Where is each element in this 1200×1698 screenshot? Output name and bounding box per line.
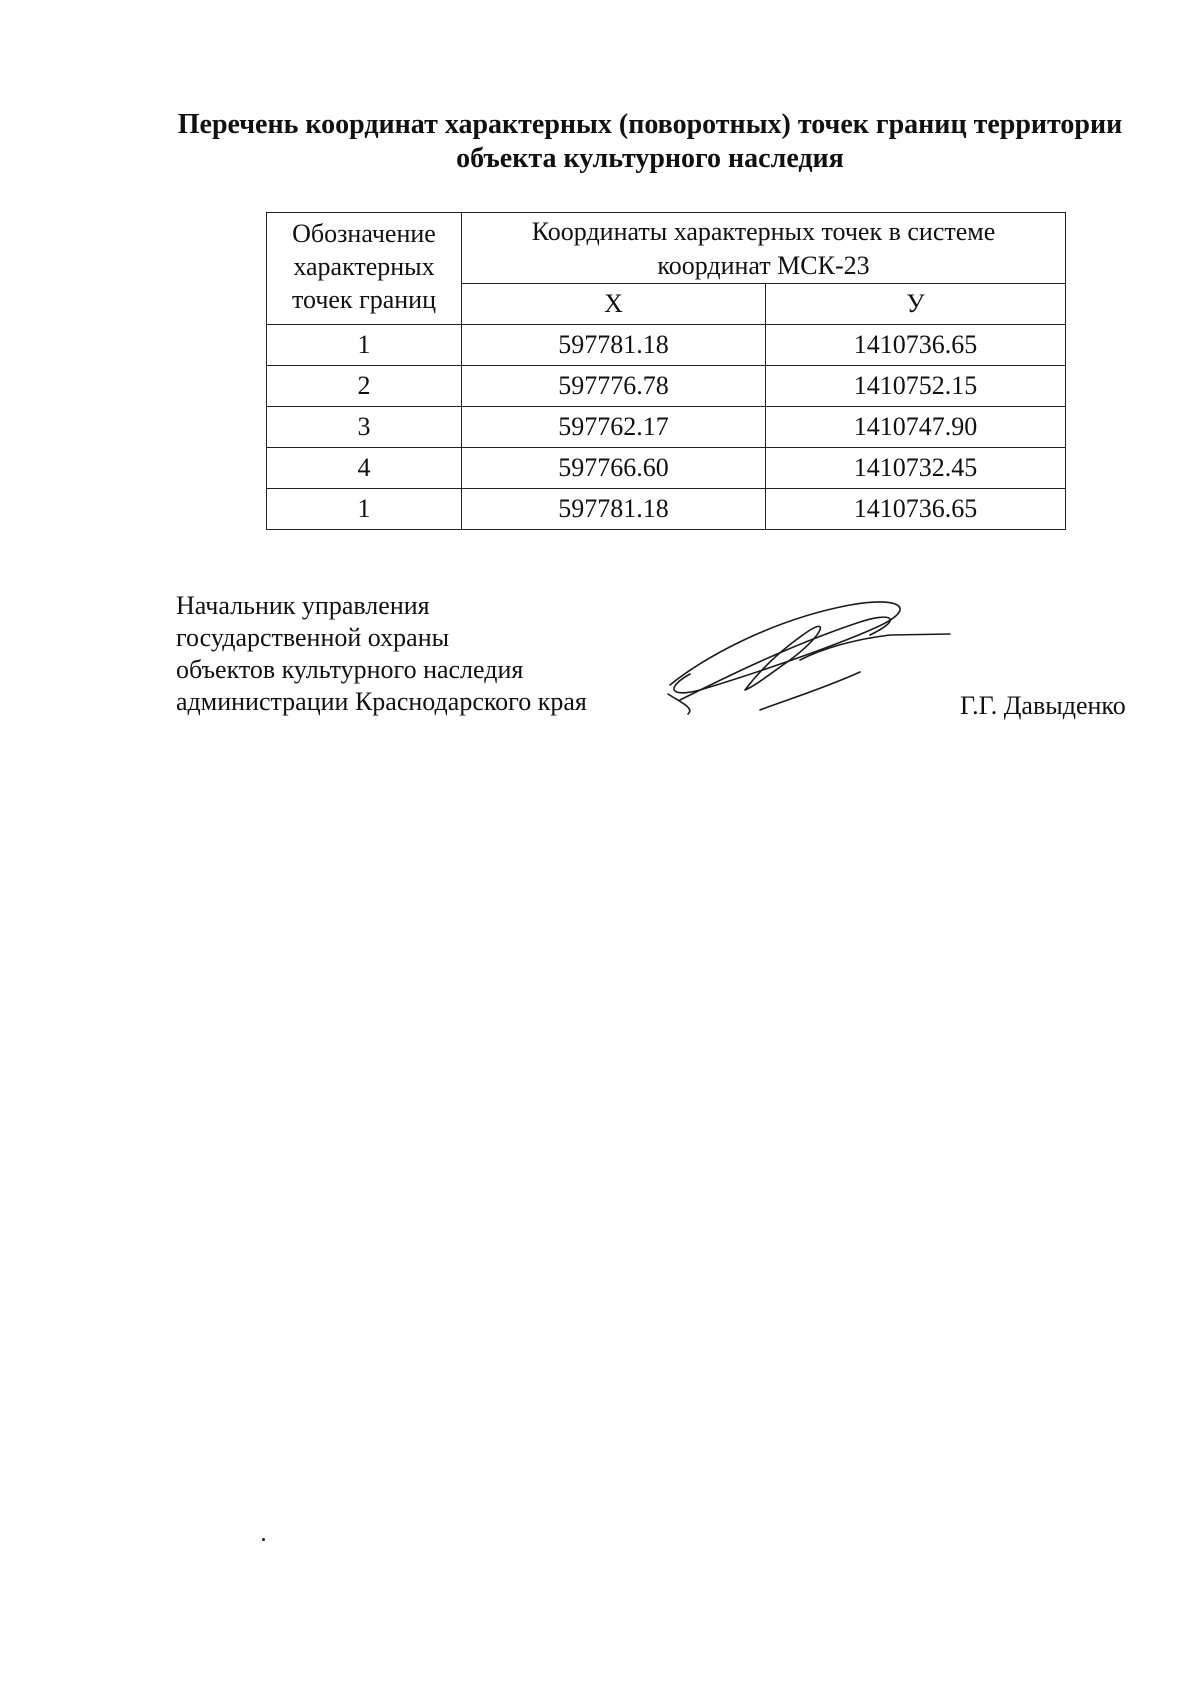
cell-y: 1410732.45 bbox=[766, 448, 1066, 489]
scan-speck bbox=[262, 1538, 265, 1541]
position-line-4: администрации Краснодарского края bbox=[176, 687, 587, 716]
header-coords-line-2: координат МСК-23 bbox=[657, 251, 870, 280]
cell-y: 1410752.15 bbox=[766, 366, 1066, 407]
position-line-1: Начальник управления bbox=[176, 591, 430, 620]
table-row bbox=[267, 325, 1066, 366]
header-coords-line-1: Координаты характерных точек в системе bbox=[531, 217, 996, 246]
signatory-position bbox=[176, 590, 587, 718]
cell-point: 4 bbox=[267, 448, 462, 489]
title-line-2: объекта культурного наследия bbox=[456, 143, 844, 174]
signer-name: Г.Г. Давыденко bbox=[960, 691, 1126, 720]
cell-y: 1410736.65 bbox=[766, 325, 1066, 366]
handwritten-signature bbox=[660, 590, 970, 730]
header-coordinates bbox=[462, 213, 1066, 284]
header-x: X bbox=[462, 284, 766, 325]
cell-x: 597776.78 bbox=[462, 366, 766, 407]
cell-x: 597781.18 bbox=[462, 489, 766, 530]
cell-point: 1 bbox=[267, 325, 462, 366]
table-row bbox=[267, 366, 1066, 407]
coordinates-table bbox=[266, 212, 1066, 530]
table-header-row bbox=[267, 213, 1066, 284]
cell-point: 3 bbox=[267, 407, 462, 448]
cell-x: 597762.17 bbox=[462, 407, 766, 448]
cell-y: 1410736.65 bbox=[766, 489, 1066, 530]
cell-point: 1 bbox=[267, 489, 462, 530]
table-row bbox=[267, 407, 1066, 448]
header-point-line-3: точек границ bbox=[291, 285, 437, 314]
position-line-3: объектов культурного наследия bbox=[176, 655, 524, 684]
title-line-1: Перечень координат характерных (поворотных) точек границ территории bbox=[177, 109, 1123, 140]
table-row bbox=[267, 448, 1066, 489]
table-row bbox=[267, 489, 1066, 530]
header-y: У bbox=[766, 284, 1066, 325]
cell-point: 2 bbox=[267, 366, 462, 407]
cell-x: 597766.60 bbox=[462, 448, 766, 489]
header-point-designation bbox=[267, 213, 462, 325]
header-point-line-2: характерных bbox=[293, 252, 435, 281]
position-line-2: государственной охраны bbox=[176, 623, 450, 652]
header-point-line-1: Обозначение bbox=[292, 219, 436, 248]
document-title bbox=[150, 108, 1150, 176]
cell-x: 597781.18 bbox=[462, 325, 766, 366]
cell-y: 1410747.90 bbox=[766, 407, 1066, 448]
